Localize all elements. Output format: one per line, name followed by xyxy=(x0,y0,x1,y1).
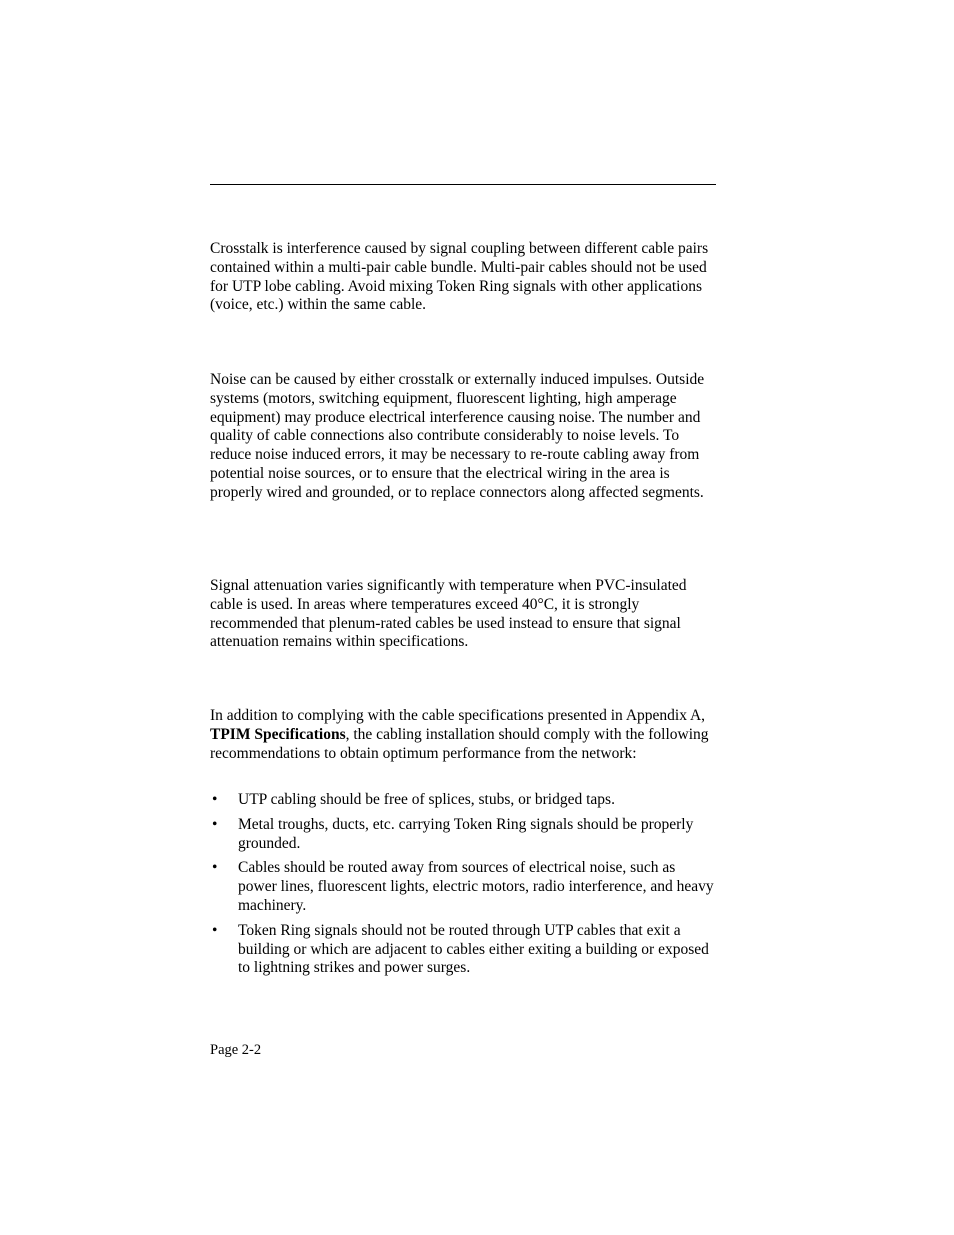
list-item xyxy=(210,791,716,810)
page-number: Page 2-2 xyxy=(210,1042,262,1058)
header-rule xyxy=(210,184,716,185)
bullet-icon: • xyxy=(212,921,218,939)
recommendations-list xyxy=(210,791,716,984)
temperature-paragraph: Signal attenuation varies significantly with temperature when PVC-insulated cable is used. In areas where temperatures exceed 40°C, it is strongly recommended that plenum-rated cables be used instead to ensure that signal attenuation remains within specifications. xyxy=(210,577,687,651)
list-item xyxy=(210,816,716,854)
list-item xyxy=(210,922,716,978)
list-item-text: Token Ring signals should not be routed through UTP cables that exit a building or which are adjacent to cables either exiting a building or exposed to lightning strikes and power surges. xyxy=(238,921,709,977)
installation-intro-paragraph xyxy=(210,707,716,763)
list-item-text: Metal troughs, ducts, etc. carrying Token Ring signals should be properly grounded. xyxy=(238,815,694,852)
crosstalk-paragraph: Crosstalk is interference caused by signal coupling between different cable pairs contained within a multi-pair cable bundle. Multi-pair cables should not be used for UTP lobe cabling. Avoid mixing Token Ring signals with other applications (voice, etc.) within the same cable. xyxy=(210,240,709,314)
list-item-text: UTP cabling should be free of splices, stubs, or bridged taps. xyxy=(238,791,615,808)
installation-intro-before: In addition to complying with the cable specifications presented in Appendix A, xyxy=(210,707,706,724)
list-item-text: Cables should be routed away from sources of electrical noise, such as power lines, fluorescent lights, electric motors, radio interference, and heavy machinery. xyxy=(238,859,714,914)
installation-intro-after: , the cabling installation should comply with the following recommendations to obtain optimum performance from the network: xyxy=(210,725,709,762)
bullet-icon: • xyxy=(212,815,218,833)
appendix-reference: TPIM Specifications xyxy=(210,725,346,743)
bullet-icon: • xyxy=(212,859,218,877)
bullet-icon: • xyxy=(212,791,218,808)
noise-paragraph: Noise can be caused by either crosstalk or externally induced impulses. Outside systems (motors, switching equipment, fluorescent lighting, high amperage equipment) may produce electrical interference causing noise. The number and quality of cable connections also contribute considerably to noise levels. To reduce noise induced errors, it may be necessary to re-route cabling away from potential noise sources, or to ensure that the electrical wiring in the area is properly wired and grounded, or to replace connectors along affected segments. xyxy=(210,371,705,501)
list-item xyxy=(210,859,716,915)
